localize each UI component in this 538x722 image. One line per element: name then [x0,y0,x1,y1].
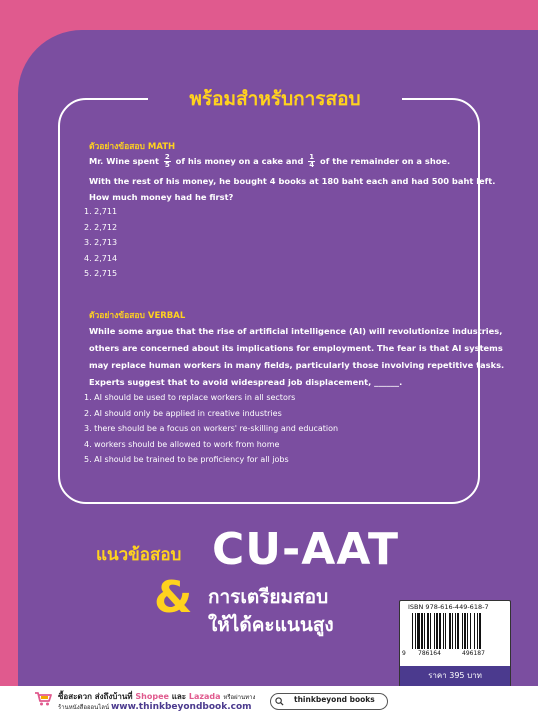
barcode-bar [421,613,423,649]
barcode-bar [479,613,481,649]
title-ampersand: & [154,572,193,623]
barcode-bar [455,613,456,649]
verbal-option: 5. AI should be trained to be proficiency for all jobs [84,455,289,464]
verbal-passage-line: While some argue that the rise of artificial intelligence (AI) will revolutionize industries, [89,326,503,336]
title-subtitle-line-1: การเตรียมสอบ [208,586,329,608]
verbal-option: 4. workers should be allowed to work from home [84,439,280,449]
barcode-bar [412,613,413,649]
math-text-a: Mr. Wine spent [89,156,160,166]
website-url: www.thinkbeyondbook.com [110,702,252,712]
verbal-passage-line: others are concerned about its implications for employment. The fear is that AI systems [89,343,503,353]
footer-line-2 [58,702,252,712]
title-subtitle-line-2: ให้ได้คะแนนสูง [208,614,334,636]
barcode-bars [412,613,504,649]
barcode-first-digit: 9 [402,650,406,657]
barcode-bar [452,613,453,649]
barcode-bar [415,613,416,649]
isbn-text: ISBN 978-616-449-618-7 [408,603,489,611]
math-option: 1. 2,711 [84,207,118,216]
math-option: 5. 2,715 [84,269,118,278]
barcode-bar [470,613,471,649]
shopee-label: Shopee [135,692,169,701]
barcode-left-digits: 786164 [418,650,441,657]
verbal-passage-line: may replace human workers in many fields, particularly those involving repetitive tasks. [89,360,505,370]
footer-text: ซื้อสะดวก ส่งถึงบ้านที่ [58,692,133,701]
title-prefix: แนวข้อสอบ [96,545,182,565]
math-option: 2. 2,712 [84,222,118,232]
math-question-line-3: How much money had he first? [89,192,234,202]
barcode-bar [436,613,438,649]
verbal-option: 1. AI should be used to replace workers in all sectors [84,393,296,402]
verbal-option: 2. AI should only be applied in creative industries [84,408,282,418]
barcode-bar [462,613,463,649]
fraction-numerator: 2 [164,153,170,161]
footer-text: และ [171,692,187,701]
fraction-two-fifths [164,154,171,169]
search-bar-text: thinkbeyond books [294,695,375,704]
math-section-label: ตัวอย่างข้อสอบ MATH [89,142,176,152]
shopping-cart-icon [34,691,52,707]
math-options-list [84,204,117,282]
fraction-denominator: 4 [309,161,315,169]
barcode-bar [443,613,444,649]
math-text-b: of his money on a cake and [175,156,304,166]
barcode-bar [439,613,441,649]
math-question-line-1 [89,154,450,169]
barcode-bar [417,613,420,649]
footer-text: หรือผ่านทาง [223,694,256,701]
barcode-bar [474,613,475,649]
math-question-line-2: With the rest of his money, he bought 4 books at 180 baht each and had 500 baht left. [89,176,496,186]
verbal-section-label: ตัวอย่างข้อสอบ VERBAL [89,311,186,321]
math-text-c: of the remainder on a shoe. [320,156,451,166]
price-band: ราคา 395 บาท [400,666,510,686]
barcode-bar [477,613,478,649]
barcode-bar [430,613,431,649]
barcode-bar [424,613,425,649]
fraction-denominator: 5 [164,161,170,169]
barcode-bar [445,613,446,649]
search-icon [275,697,284,706]
verbal-options-list [84,390,338,468]
barcode-bar [467,613,468,649]
barcode-bar [457,613,459,649]
barcode-right-digits: 496187 [462,650,485,657]
verbal-passage-line: Experts suggest that to avoid widespread job displacement, ______. [89,377,403,387]
barcode-bar [449,613,451,649]
barcode-bar [427,613,429,649]
barcode-bar [464,613,466,649]
sample-box-title: พร้อมสำหรับการสอบ [148,86,402,112]
lazada-label: Lazada [188,692,221,701]
barcode-bar [434,613,435,649]
verbal-option: 3. there should be a focus on workers' re-skilling and education [84,424,339,433]
fraction-one-quarter [308,154,315,169]
footer-text: ร้านหนังสือออนไลน์ [58,704,110,711]
math-option: 4. 2,714 [84,253,118,263]
fraction-numerator: 1 [309,153,315,161]
title-cu-aat: CU-AAT [212,524,399,575]
math-option: 3. 2,713 [84,238,118,247]
